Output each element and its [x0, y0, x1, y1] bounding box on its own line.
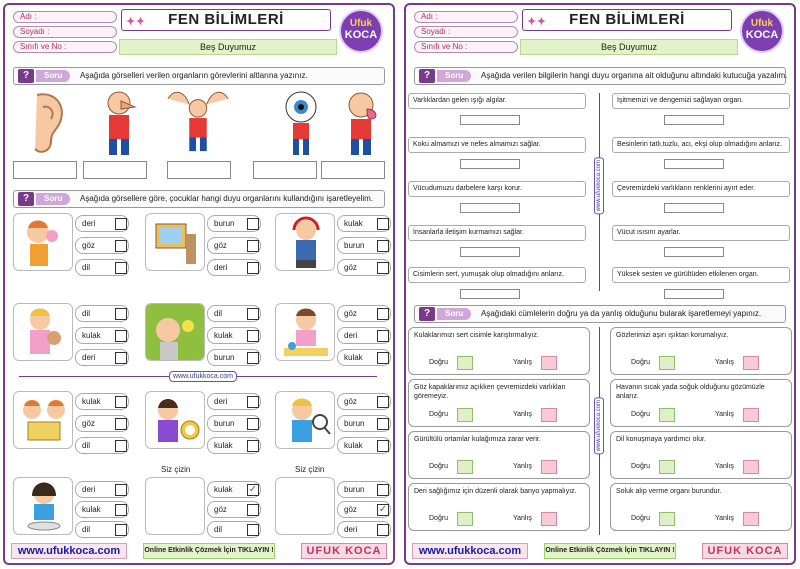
answer-input-left-3[interactable]: [460, 203, 520, 213]
option-kulak: kulak: [75, 393, 129, 410]
girl-alarm-clock-image: [145, 391, 205, 449]
tf-card-right-4: Soluk alıp verme organı burundur. Doğru Yanlış: [610, 483, 792, 531]
tf-card-right-3: Dil konuşmaya yardımcı olur. Doğru Yanlış: [610, 431, 792, 479]
tf-card-left-1: Kulaklarımızı sert cisimle karıştırmalıyız. Doğru Yanlış: [408, 327, 590, 375]
footer-site-link[interactable]: www.ufukkoca.com: [412, 543, 528, 559]
option-burun: burun: [207, 349, 261, 366]
option-kulak: kulak: [75, 501, 129, 518]
page-title: ✦✦ FEN BİLİMLERİ: [121, 9, 331, 31]
option-deri: deri: [337, 327, 391, 344]
option-goz: göz: [337, 501, 391, 518]
checkbox-r2c1-3[interactable]: [115, 352, 127, 364]
option-kulak: kulak: [337, 215, 391, 232]
option-goz: göz: [337, 305, 391, 322]
checkbox-r2c3-2[interactable]: [377, 330, 389, 342]
option-deri: deri: [207, 393, 261, 410]
answer-box-tongue[interactable]: [321, 161, 385, 179]
ufuk-koca-logo: Ufuk KOCA: [339, 9, 383, 53]
site-vertical-chip: www.ufukkoca.com: [594, 157, 604, 214]
checkbox-r4c1-3[interactable]: [115, 524, 127, 536]
false-box[interactable]: [743, 356, 759, 370]
checkbox-r3c1-3[interactable]: [115, 440, 127, 452]
checkbox-r3c2-1[interactable]: [247, 396, 259, 408]
smelling-flower-image: [145, 303, 205, 361]
checkbox-r1c3-3[interactable]: [377, 262, 389, 274]
tf-card-right-1: Gözlerimizi aşırı ışıktan korumalıyız. Doğru Yanlış: [610, 327, 792, 375]
checkbox-r4c2-2[interactable]: [247, 504, 259, 516]
true-box[interactable]: [659, 460, 675, 474]
checkbox-r2c2-1[interactable]: [247, 308, 259, 320]
answer-box-eye[interactable]: [253, 161, 317, 179]
question-3-bar: ? Soru Aşağıda verilen bilgilerin hangi duyu organına ait olduğunu altındaki kutucuğa yazalım.: [414, 67, 786, 85]
checkbox-r1c2-2[interactable]: [247, 240, 259, 252]
true-box[interactable]: [659, 408, 675, 422]
answer-box-hands[interactable]: [167, 161, 231, 179]
child-bubblegum-image: [13, 213, 73, 271]
checkbox-r1c2-3[interactable]: [247, 262, 259, 274]
tongue-character: [335, 89, 391, 159]
tf-card-right-2: Havanın sıcak yada soğuk olduğunu gözümüzle anlarız. Doğru Yanlış: [610, 379, 792, 427]
checkbox-r2c3-3[interactable]: [377, 352, 389, 364]
checkbox-r4c2-3[interactable]: [247, 524, 259, 536]
tv-cartoon-image: [145, 213, 205, 271]
checkbox-r3c1-1[interactable]: [115, 396, 127, 408]
false-box[interactable]: [743, 512, 759, 526]
checkbox-r1c1-1[interactable]: [115, 218, 127, 230]
answer-input-left-4[interactable]: [460, 247, 520, 257]
page-title: ✦✦ FEN BİLİMLERİ: [522, 9, 732, 31]
checkbox-r1c1-2[interactable]: [115, 240, 127, 252]
statement-left-1: Varlıklardan gelen ışığı algılar.: [408, 93, 586, 109]
question-1-bar: ? Soru Aşağıda görselleri verilen organların görevlerini altlarına yazınız.: [13, 67, 385, 85]
answer-input-left-1[interactable]: [460, 115, 520, 125]
false-box[interactable]: [541, 408, 557, 422]
kids-reading-image: [13, 391, 73, 449]
checkbox-r3c3-1[interactable]: [377, 396, 389, 408]
girl-magnifier-image: [275, 391, 335, 449]
checkbox-r3c2-2[interactable]: [247, 418, 259, 430]
option-kulak: kulak: [337, 437, 391, 454]
hands-character: [163, 85, 233, 155]
option-deri: deri: [75, 349, 129, 366]
kids-icon: ✦✦: [527, 16, 547, 28]
checkbox-r4c3-3[interactable]: [377, 524, 389, 536]
statement-right-1: İşitmemizi ve dengemizi sağlayan organ.: [612, 93, 790, 109]
checkbox-r4c3-2[interactable]: ✓: [378, 504, 388, 515]
option-deri: deri: [75, 215, 129, 232]
option-deri: deri: [75, 481, 129, 498]
kids-icon: ✦✦: [126, 16, 146, 28]
statement-left-4: İnsanlarla iletişim kurmamızı sağlar.: [408, 225, 586, 241]
name-field[interactable]: Adı :: [13, 11, 117, 23]
checkbox-r4c1-1[interactable]: [115, 484, 127, 496]
answer-box-nose[interactable]: [83, 161, 147, 179]
tf-card-left-2: Göz kapaklarımız açıkken çevremizdeki varlıkları göremeyiz. Doğru Yanlış: [408, 379, 590, 427]
question-mark-icon: ?: [419, 307, 435, 321]
option-goz: göz: [75, 415, 129, 432]
name-field[interactable]: Adı :: [414, 11, 518, 23]
site-vertical-chip: www.ufukkoca.com: [594, 397, 604, 454]
false-box[interactable]: [743, 408, 759, 422]
option-burun: burun: [337, 237, 391, 254]
option-deri: deri: [207, 259, 261, 276]
option-burun: burun: [337, 481, 391, 498]
question-mark-icon: ?: [18, 192, 34, 206]
footer-brand: UFUK KOCA: [301, 543, 387, 559]
false-box[interactable]: [541, 460, 557, 474]
online-activity-link[interactable]: Online Etkinlik Çözmek İçin TIKLAYIN !: [143, 543, 275, 559]
checkbox-r2c2-2[interactable]: [247, 330, 259, 342]
checkbox-r1c2-1[interactable]: [247, 218, 259, 230]
option-goz: göz: [337, 259, 391, 276]
option-goz: göz: [207, 237, 261, 254]
checkbox-r4c3-1[interactable]: [377, 484, 389, 496]
statement-right-4: Vücut ısısını ayarlar.: [612, 225, 790, 241]
child-headphones-image: [275, 213, 335, 271]
option-dil: dil: [75, 437, 129, 454]
option-burun: burun: [207, 415, 261, 432]
girl-eating-image: [13, 477, 73, 535]
option-kulak: kulak: [207, 437, 261, 454]
statement-right-5: Yüksek sesten ve gürültüden etkilenen organ.: [612, 267, 790, 283]
answer-input-right-5[interactable]: [664, 289, 724, 299]
question-mark-icon: ?: [419, 69, 435, 83]
option-dil: dil: [207, 305, 261, 322]
question-4-bar: ? Soru Aşağıdaki cümlelerin doğru ya da yanlış olduğunu bularak işaretlemeyi yapınız.: [414, 305, 786, 323]
option-kulak: kulak: [337, 349, 391, 366]
option-goz: göz: [337, 393, 391, 410]
option-kulak: kulak: [207, 481, 261, 498]
surname-field[interactable]: Soyadı :: [13, 26, 117, 38]
answer-input-left-5[interactable]: [460, 289, 520, 299]
checkbox-r3c3-3[interactable]: [377, 440, 389, 452]
true-box[interactable]: [457, 460, 473, 474]
option-burun: burun: [207, 215, 261, 232]
option-dil: dil: [75, 305, 129, 322]
checkbox-r1c3-1[interactable]: [377, 218, 389, 230]
answer-box-ear[interactable]: [13, 161, 77, 179]
checkbox-r4c2-1[interactable]: ✓: [248, 484, 258, 495]
online-activity-link[interactable]: Online Etkinlik Çözmek İçin TIKLAYIN !: [544, 543, 676, 559]
option-goz: göz: [75, 237, 129, 254]
question-mark-icon: ?: [18, 69, 34, 83]
draw-label-1: Siz çizin: [161, 465, 191, 474]
checkbox-r2c2-3[interactable]: [247, 352, 259, 364]
statement-left-3: Vücudumuzu darbelere karşı korur.: [408, 181, 586, 197]
tf-card-left-3: Gürültülü ortamlar kulağımıza zarar verir. Doğru Yanlış: [408, 431, 590, 479]
true-box[interactable]: [457, 512, 473, 526]
topic-subtitle: Beş Duyumuz: [119, 39, 337, 55]
option-dil: dil: [75, 521, 129, 538]
statement-left-5: Cisimlerin sert, yumuşak olup olmadığını anlarız.: [408, 267, 586, 283]
checkbox-r3c2-3[interactable]: [247, 440, 259, 452]
checkbox-r1c3-2[interactable]: [377, 240, 389, 252]
answer-input-left-2[interactable]: [460, 159, 520, 169]
answer-input-right-1[interactable]: [664, 115, 724, 125]
site-chip: www.ufukkoca.com: [169, 371, 237, 382]
class-field[interactable]: Sınıfı ve No :: [13, 41, 117, 53]
true-box[interactable]: [457, 408, 473, 422]
checkbox-r3c1-2[interactable]: [115, 418, 127, 430]
tf-card-left-4: Deri sağlığımız için düzenli olarak banyo yapmalıyız. Doğru Yanlış: [408, 483, 590, 531]
false-box[interactable]: [541, 356, 557, 370]
ufuk-koca-logo: Ufuk KOCA: [740, 9, 784, 53]
option-kulak: kulak: [75, 327, 129, 344]
statement-right-2: Besinlerin tatlı,tuzlu, acı, ekşi olup olmadığını anlarız.: [612, 137, 790, 153]
option-dil: dil: [75, 259, 129, 276]
statement-right-3: Çevremizdeki varlıkların renklerini ayırt eder.: [612, 181, 790, 197]
false-box[interactable]: [743, 460, 759, 474]
worksheet-page-left: [3, 3, 395, 565]
surname-field[interactable]: Soyadı :: [414, 26, 518, 38]
drawing-area-1[interactable]: [145, 477, 205, 535]
footer-brand: UFUK KOCA: [702, 543, 788, 559]
worksheet-page-right: [404, 3, 796, 565]
option-kulak: kulak: [207, 327, 261, 344]
true-box[interactable]: [659, 512, 675, 526]
checkbox-r2c1-1[interactable]: [115, 308, 127, 320]
girl-teddy-image: [13, 303, 73, 361]
girl-playdough-image: [275, 303, 335, 361]
drawing-area-2[interactable]: [275, 477, 335, 535]
answer-input-right-3[interactable]: [664, 203, 724, 213]
checkbox-r4c1-2[interactable]: [115, 504, 127, 516]
option-burun: burun: [337, 415, 391, 432]
true-box[interactable]: [457, 356, 473, 370]
eye-character: [273, 89, 329, 159]
answer-input-right-2[interactable]: [664, 159, 724, 169]
checkbox-r2c3-1[interactable]: [377, 308, 389, 320]
ear-figure: [17, 89, 73, 159]
footer-site-link[interactable]: www.ufukkoca.com: [11, 543, 127, 559]
option-goz: göz: [207, 501, 261, 518]
answer-input-right-4[interactable]: [664, 247, 724, 257]
draw-label-2: Siz çizin: [295, 465, 325, 474]
option-deri: deri: [337, 521, 391, 538]
checkbox-r1c1-3[interactable]: [115, 262, 127, 274]
question-2-bar: ? Soru Aşağıda görsellere göre, çocuklar hangi duyu organlarını kullandığını işaretleyelim.: [13, 190, 385, 208]
false-box[interactable]: [541, 512, 557, 526]
option-dil: dil: [207, 521, 261, 538]
nose-character: [91, 89, 147, 159]
checkbox-r2c1-2[interactable]: [115, 330, 127, 342]
topic-subtitle: Beş Duyumuz: [520, 39, 738, 55]
statement-left-2: Koku almamızı ve nefes almamızı sağlar.: [408, 137, 586, 153]
checkbox-r3c3-2[interactable]: [377, 418, 389, 430]
class-field[interactable]: Sınıfı ve No :: [414, 41, 518, 53]
true-box[interactable]: [659, 356, 675, 370]
